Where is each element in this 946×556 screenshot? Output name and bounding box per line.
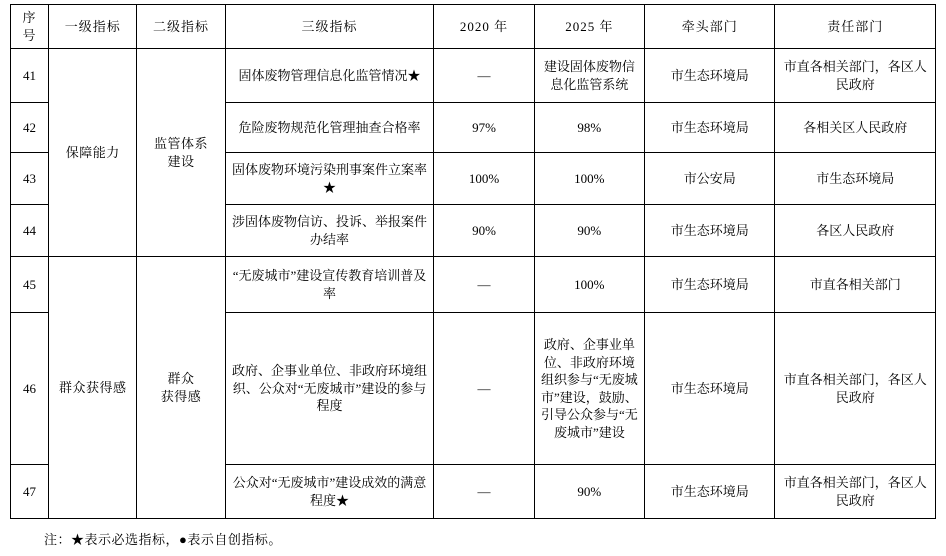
cell-seq: 43 — [11, 153, 49, 205]
cell-seq: 47 — [11, 465, 49, 519]
header-level2: 二级指标 — [137, 5, 225, 49]
cell-year-2025: 100% — [534, 257, 644, 313]
cell-seq: 41 — [11, 49, 49, 103]
cell-resp-dept: 市直各相关部门 — [775, 257, 936, 313]
header-year-2025: 2025 年 — [534, 5, 644, 49]
cell-lead-dept: 市公安局 — [645, 153, 775, 205]
cell-year-2020: — — [434, 313, 534, 465]
cell-lead-dept: 市生态环境局 — [645, 49, 775, 103]
cell-level3: 涉固体废物信访、投诉、举报案件办结率 — [225, 205, 434, 257]
cell-lead-dept: 市生态环境局 — [645, 257, 775, 313]
cell-resp-dept: 各区人民政府 — [775, 205, 936, 257]
document-page — [0, 4, 946, 556]
cell-year-2025: 90% — [534, 205, 644, 257]
cell-lead-dept: 市生态环境局 — [645, 205, 775, 257]
table-body — [11, 49, 936, 519]
cell-level3: 公众对“无废城市”建设成效的满意程度★ — [225, 465, 434, 519]
cell-level3: “无废城市”建设宣传教育培训普及率 — [225, 257, 434, 313]
cell-seq: 44 — [11, 205, 49, 257]
header-level1: 一级指标 — [49, 5, 137, 49]
table-header-row — [11, 5, 936, 49]
table-footnote: 注：★表示必选指标，●表示自创指标。 — [44, 532, 282, 548]
cell-level1: 保障能力 — [49, 49, 137, 257]
cell-year-2020: 100% — [434, 153, 534, 205]
cell-level2: 监管体系 建设 — [137, 49, 225, 257]
cell-year-2020: — — [434, 465, 534, 519]
table-header — [11, 5, 936, 49]
cell-level2: 群众 获得感 — [137, 257, 225, 519]
indicator-table — [10, 4, 936, 519]
cell-resp-dept: 各相关区人民政府 — [775, 103, 936, 153]
cell-year-2020: 90% — [434, 205, 534, 257]
cell-year-2025: 建设固体废物信息化监管系统 — [534, 49, 644, 103]
header-resp-dept: 责任部门 — [775, 5, 936, 49]
cell-seq: 45 — [11, 257, 49, 313]
cell-year-2025: 98% — [534, 103, 644, 153]
cell-level3: 危险废物规范化管理抽查合格率 — [225, 103, 434, 153]
cell-lead-dept: 市生态环境局 — [645, 465, 775, 519]
table-row — [11, 257, 936, 313]
header-lead-dept: 牵头部门 — [645, 5, 775, 49]
table-row — [11, 49, 936, 103]
cell-year-2025: 90% — [534, 465, 644, 519]
cell-resp-dept: 市直各相关部门，各区人民政府 — [775, 465, 936, 519]
cell-resp-dept: 市生态环境局 — [775, 153, 936, 205]
cell-year-2025: 政府、企事业单位、非政府环境组织参与“无废城市”建设，鼓励、引导公众参与“无废城市”建设 — [534, 313, 644, 465]
cell-seq: 42 — [11, 103, 49, 153]
cell-year-2025: 100% — [534, 153, 644, 205]
cell-lead-dept: 市生态环境局 — [645, 103, 775, 153]
cell-level3: 固体废物管理信息化监管情况★ — [225, 49, 434, 103]
cell-resp-dept: 市直各相关部门，各区人民政府 — [775, 313, 936, 465]
header-year-2020: 2020 年 — [434, 5, 534, 49]
header-seq: 序号 — [11, 5, 49, 49]
header-level3: 三级指标 — [225, 5, 434, 49]
cell-level1: 群众获得感 — [49, 257, 137, 519]
cell-resp-dept: 市直各相关部门，各区人民政府 — [775, 49, 936, 103]
cell-year-2020: — — [434, 49, 534, 103]
cell-year-2020: 97% — [434, 103, 534, 153]
cell-lead-dept: 市生态环境局 — [645, 313, 775, 465]
cell-seq: 46 — [11, 313, 49, 465]
cell-level3: 政府、企事业单位、非政府环境组织、公众对“无废城市”建设的参与程度 — [225, 313, 434, 465]
cell-year-2020: — — [434, 257, 534, 313]
cell-level3: 固体废物环境污染刑事案件立案率★ — [225, 153, 434, 205]
